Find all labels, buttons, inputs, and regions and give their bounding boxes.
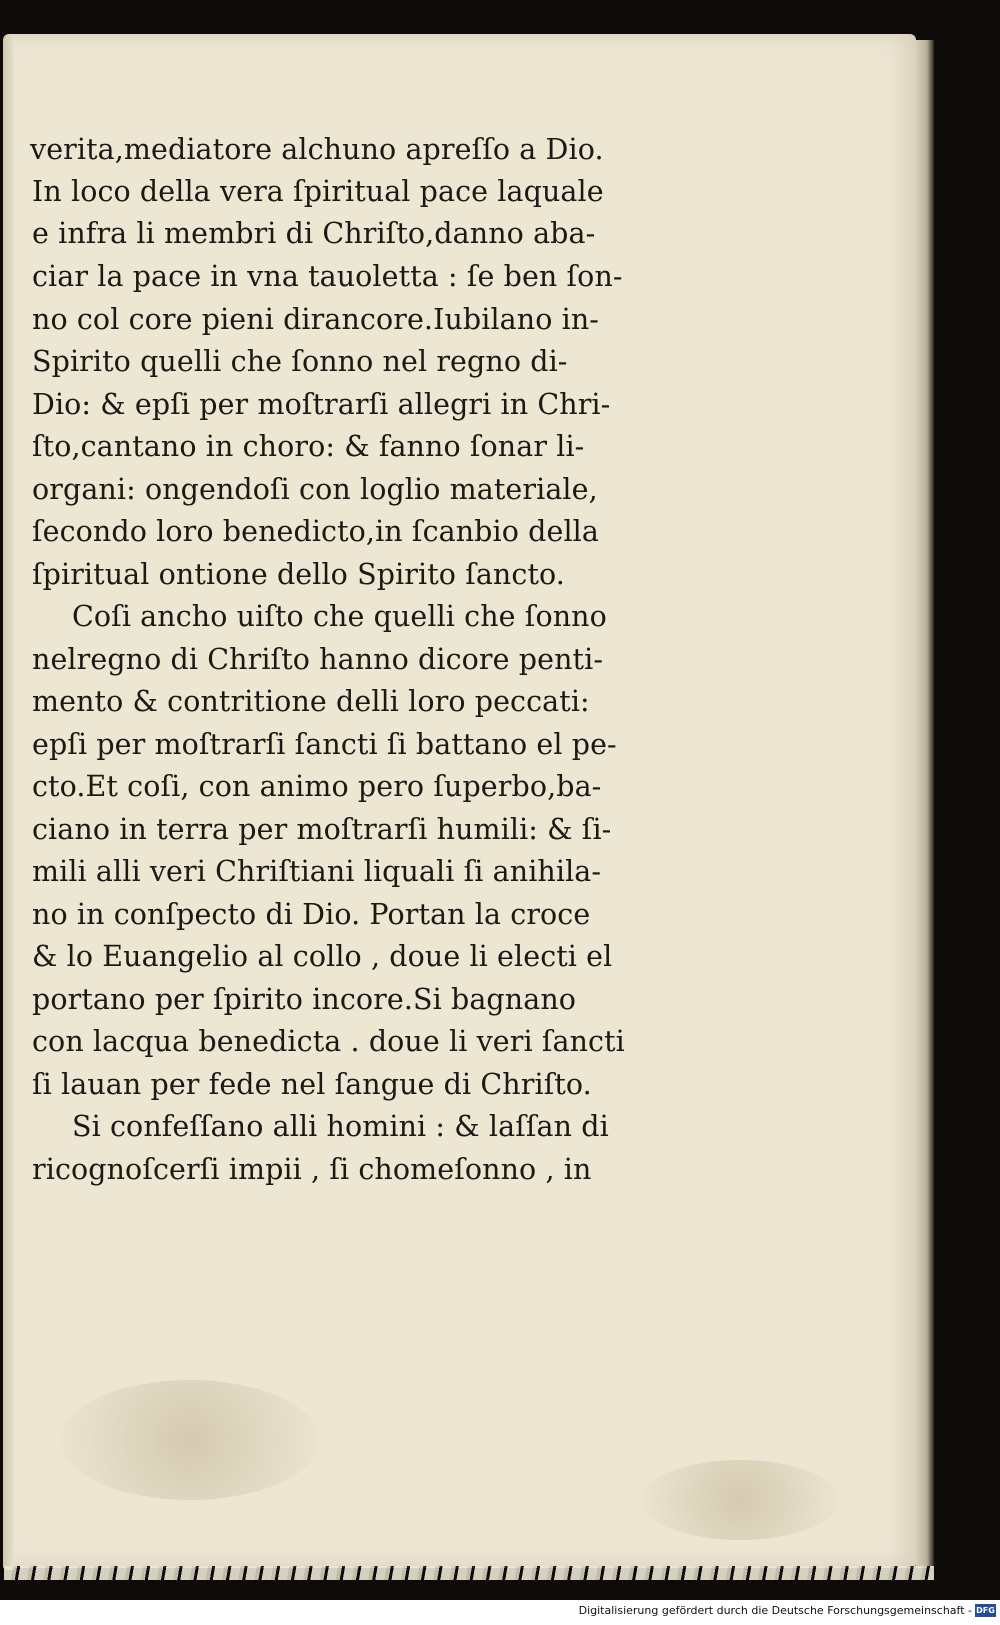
text-line: e infra li membri di Chriſto,danno aba-	[32, 217, 596, 250]
text-line: mento & contritione delli loro peccati:	[32, 685, 590, 718]
text-line: cto.Et coſi, con animo pero ſuperbo,ba-	[32, 770, 602, 803]
text-line: ciar la pace in vna tauoletta : ſe ben ſon-	[32, 260, 623, 293]
text-line: nelregno di Chriſto hanno dicore penti-	[32, 643, 604, 676]
text-line: portano per ſpirito incore.Si bagnano	[32, 983, 577, 1016]
text-line: ſto,cantano in choro: & fanno ſonar li-	[32, 430, 585, 463]
text-line: ſi lauan per fede nel ſangue di Chriſto.	[32, 1068, 592, 1101]
text-line: Spirito quelli che ſonno nel regno di-	[32, 345, 568, 378]
text-line: Si confeſſano alli homini : & laſſan di	[72, 1110, 609, 1143]
text-line: no col core pieni dirancore.Iubilano in-	[32, 303, 600, 336]
text-line: Dio: & epſi per moſtrarſi allegri in Chri-	[32, 388, 611, 421]
text-line: epſi per moſtrarſi ſancti ſi battano el pe-	[32, 728, 617, 761]
digitization-credit: Digitalisierung gefördert durch die Deutsche Forschungsgemeinschaft -	[578, 1604, 972, 1617]
text-line: con lacqua benedicta . doue li veri ſancti	[32, 1025, 625, 1058]
text-line: mili alli veri Chriſtiani liquali ſi anihila-	[32, 855, 602, 888]
text-line: ricognoſcerſi impii , ſi chomeſonno , in	[32, 1153, 592, 1186]
text-line: verita,mediatore alchuno apreſſo a Dio.	[30, 133, 604, 166]
text-line: Coſi ancho uiſto che quelli che ſonno	[72, 600, 607, 633]
text-line: organi: ongendoſi con loglio materiale,	[32, 473, 598, 506]
text-line: & lo Euangelio al collo , doue li electi el	[32, 940, 613, 973]
text-line: ciano in terra per moſtrarſi humili: & ſi-	[32, 813, 612, 846]
text-line: In loco della vera ſpiritual pace laquale	[32, 175, 604, 208]
text-line: no in conſpecto di Dio. Portan la croce	[32, 898, 591, 931]
text-line: ſecondo loro benedicto,in ſcanbio della	[32, 515, 599, 548]
text-line: ſpiritual ontione dello Spirito ſancto.	[32, 558, 565, 591]
dfg-logo: DFG	[976, 1606, 995, 1615]
